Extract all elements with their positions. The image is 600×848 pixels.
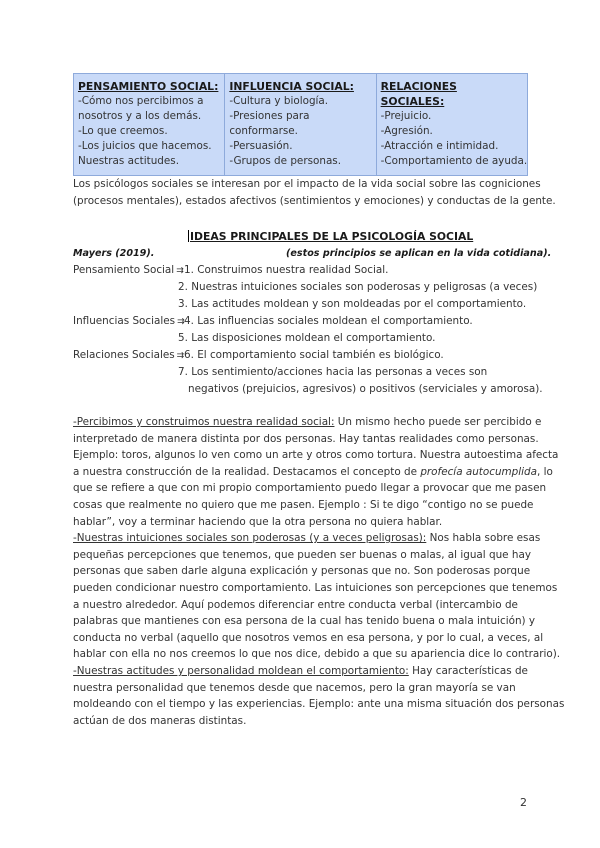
label-influencias-sociales bbox=[73, 313, 185, 331]
principle-item: 4. Las influencias sociales moldean el comportamiento. bbox=[184, 315, 473, 327]
paragraph-line: palabras que mantienes con esa persona de la cual has tenido buena o mala intuición) y bbox=[73, 615, 536, 628]
label-text: Influencias Sociales bbox=[73, 315, 176, 327]
page-number: 2 bbox=[520, 796, 527, 809]
paragraph-heading: -Percibimos y construimos nuestra realidad social: bbox=[73, 416, 335, 428]
column-header: RELACIONES SOCIALES: bbox=[380, 80, 457, 108]
section-title bbox=[188, 229, 473, 246]
table-cell-pensamiento bbox=[74, 74, 225, 176]
emphasis-term: profecía autocumplida bbox=[420, 465, 537, 478]
cell-line: Nuestras actitudes. bbox=[78, 155, 179, 167]
principle-item: 2. Nuestras intuiciones sociales son poderosas y peligrosas (a veces) bbox=[178, 281, 538, 293]
cell-line: -Cómo nos percibimos a bbox=[78, 95, 204, 107]
paragraph-line bbox=[73, 464, 553, 481]
paragraph-text: Nos habla sobre esas bbox=[426, 532, 541, 545]
paragraph-line: hablar”, voy a terminar haciendo que la otra persona no quiera hablar. bbox=[73, 515, 443, 528]
cell-line: -Presiones para bbox=[229, 110, 310, 122]
column-header: PENSAMIENTO SOCIAL: bbox=[78, 80, 219, 93]
source-citation: Mayers (2019). bbox=[73, 248, 155, 259]
section-title-text: IDEAS PRINCIPALES DE LA PSICOLOGÍA SOCIAL bbox=[190, 230, 474, 243]
table-cell-influencia bbox=[225, 74, 376, 176]
paragraph-line bbox=[73, 663, 533, 680]
paragraph-line: a nuestro alrededor. Aquí podemos diferenciar entre conducta verbal (intercambio de bbox=[73, 598, 518, 611]
cell-line: -Cultura y biología. bbox=[229, 95, 329, 107]
paragraph-heading: -Nuestras intuiciones sociales son poderosas (y a veces peligrosas): bbox=[73, 532, 427, 545]
cell-line: nosotros y a los demás. bbox=[78, 110, 202, 122]
double-arrow-icon: ⇉ bbox=[177, 317, 185, 327]
cell-line: -Lo que creemos. bbox=[78, 125, 168, 137]
paragraph-text: Un mismo hecho puede ser percibido e bbox=[334, 416, 542, 428]
paragraph-text: a nuestra construcción de la realidad. Destacamos el concepto de bbox=[73, 465, 421, 478]
paragraph-line: cosas que realmente no quiero que me pasen. Ejemplo : Si te digo “contigo no se puede bbox=[73, 498, 534, 511]
principle-item: 1. Construimos nuestra realidad Social. bbox=[184, 264, 389, 276]
paragraph-heading: -Nuestras actitudes y personalidad moldean el comportamiento: bbox=[73, 664, 409, 677]
paragraph-line: pueden condicionar nuestro comportamiento. Las intuiciones son percepciones que tenemos bbox=[73, 581, 558, 594]
label-pensamiento-social bbox=[73, 262, 184, 280]
paragraph-line: pequeñas percepciones que tenemos, que pueden ser buenas o malas, al igual que hay bbox=[73, 548, 531, 561]
cell-line: -Prejuicio. bbox=[380, 110, 432, 122]
paragraph-line: personas que saben darle alguna explicación y personas que no. Son poderosas porque bbox=[73, 565, 531, 578]
intro-line: Los psicólogos sociales se interesan por el impacto de la vida social sobre las cogniciones bbox=[73, 178, 541, 190]
table-cell-relaciones bbox=[376, 74, 527, 176]
paragraph-text: , lo bbox=[537, 465, 553, 478]
paragraph-line: nuestra personalidad que tenemos desde que nacemos, pero la gran mayoría se van bbox=[73, 681, 516, 694]
label-relaciones-sociales bbox=[73, 347, 184, 365]
paragraph-line: Ejemplo: toros, algunos lo ven como un arte y otros como tortura. Nuestra autoestima afecta bbox=[73, 449, 559, 462]
double-arrow-icon: ⇉ bbox=[176, 266, 184, 276]
body-text bbox=[73, 414, 565, 729]
label-text: Pensamiento Social bbox=[73, 264, 175, 276]
principle-item: negativos (prejuicios, agresivos) o positivos (serviciales y amorosa). bbox=[188, 383, 543, 395]
paragraph-line: interpretado de manera distinta por dos personas. Hay tantas realidades como personas. bbox=[73, 432, 539, 445]
paragraph-text: Hay características de bbox=[408, 664, 528, 677]
paragraph-line: moldeando con el tiempo y las experiencias. Ejemplo: ante una misma situación dos personas bbox=[73, 698, 565, 711]
cell-line: conformarse. bbox=[229, 125, 298, 137]
paragraph-line bbox=[73, 530, 541, 547]
text-cursor bbox=[188, 230, 189, 242]
cell-line: -Los juicios que hacemos. bbox=[78, 140, 212, 152]
intro-line: (procesos mentales), estados afectivos (sentimientos y emociones) y conductas de la gente. bbox=[73, 194, 556, 207]
principle-item: 5. Las disposiciones moldean el comportamiento. bbox=[178, 332, 436, 344]
social-psychology-areas-table bbox=[73, 73, 528, 176]
principle-item: 6. El comportamiento social también es biológico. bbox=[184, 349, 444, 361]
cell-line: -Comportamiento de ayuda. bbox=[380, 155, 528, 167]
paragraph-line: conducta no verbal (aquello que nosotros vemos en esa persona, y por lo cual, a veces, al bbox=[73, 631, 544, 644]
cell-line: -Persuasión. bbox=[229, 140, 293, 152]
cell-line: -Atracción e intimidad. bbox=[380, 140, 499, 152]
intro-paragraph bbox=[73, 176, 556, 209]
paragraph-line: actúan de dos maneras distintas. bbox=[73, 714, 247, 727]
paragraph-line bbox=[73, 414, 542, 431]
label-text: Relaciones Sociales bbox=[73, 349, 175, 361]
paragraph-line: hablar con ella no nos creemos lo que nos dice, debido a que su apariencia dice lo contrario). bbox=[73, 648, 561, 661]
cell-line: -Grupos de personas. bbox=[229, 155, 342, 167]
principle-item: 3. Las actitudes moldean y son moldeadas por el comportamiento. bbox=[178, 298, 527, 310]
principles-note: (estos principios se aplican en la vida cotidiana). bbox=[286, 248, 552, 259]
column-header: INFLUENCIA SOCIAL: bbox=[229, 80, 354, 93]
cell-line: -Agresión. bbox=[380, 125, 433, 137]
principle-item: 7. Los sentimiento/acciones hacia las personas a veces son bbox=[178, 366, 488, 378]
double-arrow-icon: ⇉ bbox=[176, 351, 185, 361]
paragraph-line: que se refiere a que con mi propio comportamiento puedo llegar a provocar que me pasen bbox=[73, 482, 547, 495]
